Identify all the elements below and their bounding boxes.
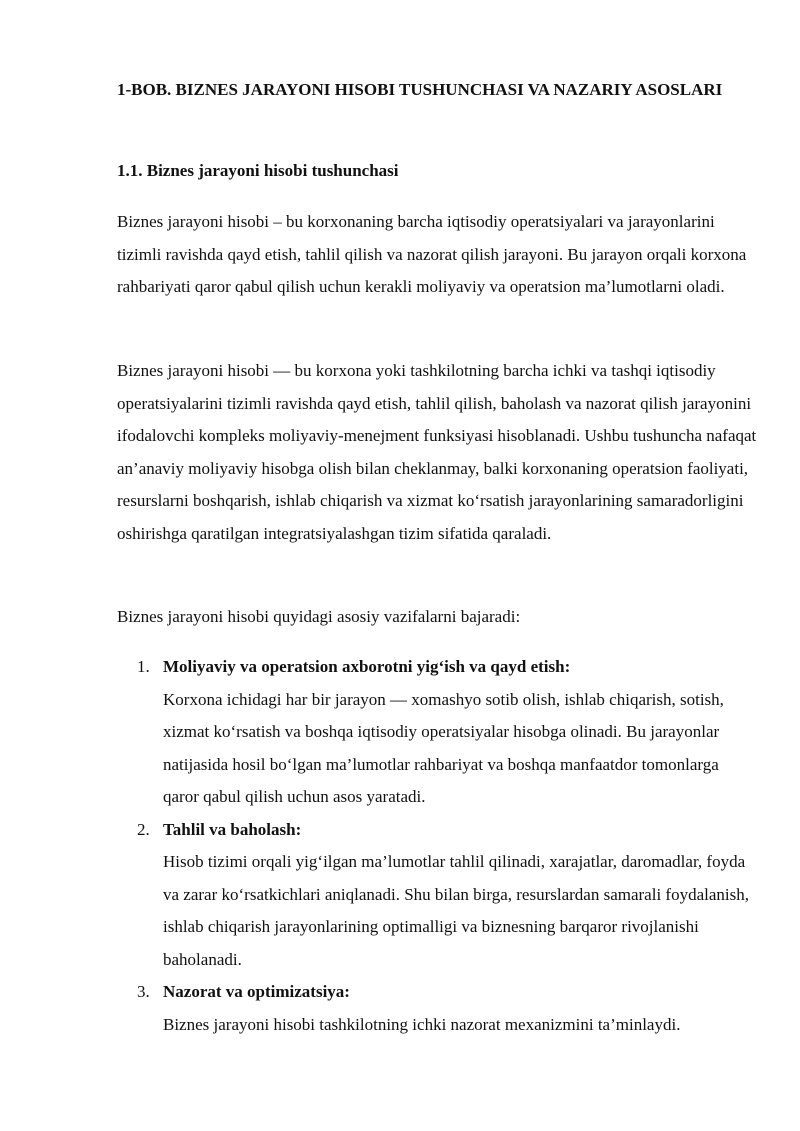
list-item-body: Korxona ichidagi har bir jarayon — xomashyo sotib olish, ishlab chiqarish, sotish, xizmat ko‘rsatish va boshqa iqtisodiy operatsiyalar hisobga olinadi. Bu jarayonlar natijasida hosil bo‘lgan ma’lumotlar rahbariyat va boshqa manfaatdor tomonlarga qaror qabul qilish uchun asos yaratadi.: [163, 689, 724, 806]
list-item-number: 3.: [137, 982, 150, 1001]
list-item: [117, 976, 757, 1041]
list-item-number: 1.: [137, 657, 150, 676]
list-item-body: Biznes jarayoni hisobi tashkilotning ichki nazorat mexanizmini ta’minlaydi.: [163, 1014, 681, 1034]
list-item-title: Nazorat va optimizatsiya:: [163, 982, 350, 1001]
chapter-title: 1-BOB. BIZNES JARAYONI HISOBI TUSHUNCHASI VA NAZARIY ASOSLARI: [117, 80, 723, 99]
list-item: [117, 814, 757, 977]
list-item-number: 2.: [137, 819, 150, 839]
paragraph-tasks-intro: Biznes jarayoni hisobi quyidagi asosiy vazifalarni bajaradi:: [117, 607, 521, 626]
list-item-title: Moliyaviy va operatsion axborotni yig‘ish va qayd etish:: [163, 657, 571, 676]
tasks-list: [117, 651, 757, 1041]
list-item-body: Hisob tizimi orqali yig‘ilgan ma’lumotlar tahlil qilinadi, xarajatlar, daromadlar, foyda va zarar ko‘rsatkichlari aniqlanadi. Shu bilan birga, resurslardan samarali foydalanish, ishlab chiqarish jarayonlarining optimalligi va biznesning barqaror rivojlanishi baholanadi.: [163, 852, 749, 969]
list-item: [117, 651, 757, 814]
paragraph-extended-definition: Biznes jarayoni hisobi — bu korxona yoki tashkilotning barcha ichki va tashqi iqtisodiy operatsiyalarini tizimli ravishda qayd etish, tahlil qilish, baholash va nazorat qilish jarayonini ifodalovchi kompleks moliyaviy-menejment funksiyasi hisoblanadi. Ushbu tushuncha nafaqat an’anaviy moliyaviy hisobga olish bilan cheklanmay, balki korxonaning operatsion faoliyati, resurslarni boshqarish, ishlab chiqarish va xizmat ko‘rsatish jarayonlarining samaradorligini oshirishga qaratilgan integratsiyalashgan tizim sifatida qaraladi.: [117, 361, 757, 543]
section-title: 1.1. Biznes jarayoni hisobi tushunchasi: [117, 161, 399, 180]
list-item-title: Tahlil va baholash:: [163, 819, 302, 839]
paragraph-definition: Biznes jarayoni hisobi – bu korxonaning barcha iqtisodiy operatsiyalari va jarayonlarini tizimli ravishda qayd etish, tahlil qilish va nazorat qilish jarayoni. Bu jarayon orqali korxona rahbariyati qaror qabul qilish uchun kerakli moliyaviy va operatsion ma’lumotlarni oladi.: [117, 212, 747, 296]
